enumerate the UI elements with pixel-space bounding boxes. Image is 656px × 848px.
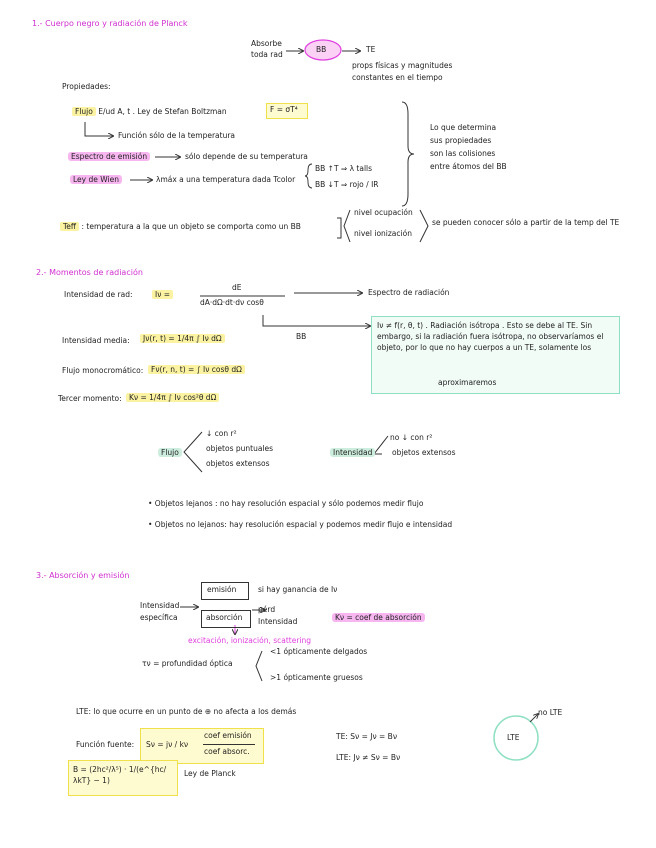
absorcion-box-label: absorción — [206, 613, 243, 622]
emision-box-label: emisión — [207, 585, 237, 594]
teff-label: Teff — [60, 222, 79, 231]
teff-text: : temperatura a la que un objeto se comporta como un BB — [81, 222, 301, 231]
scattering-note: excitación, ionización, scattering — [188, 636, 312, 645]
teff-row — [60, 223, 301, 232]
intensidad-word: Intensidad — [330, 449, 375, 458]
int-media-formula: Jν(r, t) = 1/4π ∫ Iν dΩ — [140, 335, 225, 344]
brace-line-2: sus propiedades — [430, 136, 492, 145]
flujo-branch-2: objetos puntuales — [206, 444, 274, 453]
iv-numerator: dE — [232, 283, 242, 292]
flujo-branch-1: ↓ con r² — [206, 429, 237, 438]
propiedades-label: Propiedades: — [62, 82, 111, 91]
funcion-text: Función sólo de la temperatura — [118, 131, 236, 140]
section-1-title: 1.- Cuerpo negro y radiación de Planck — [32, 19, 188, 28]
abs-right-1: pérd — [258, 605, 276, 614]
bb-label: BB — [316, 45, 327, 54]
kv-definition: Kν = coef de absorción — [332, 614, 425, 623]
brace-line-1: Lo que determina — [430, 123, 497, 132]
flujo-label: Flujo — [72, 107, 96, 116]
flujo-mono-label: Flujo monocromático: — [62, 366, 144, 375]
stefan-formula: F = σT⁴ — [270, 105, 298, 114]
lte-definition: LTE: lo que ocurre en un punto de ⊕ no afecta a los demás — [76, 707, 297, 716]
tau-thick: >1 ópticamente gruesos — [270, 673, 363, 682]
planck-formula: B = (2hc²/λ⁵) · 1/(e^{hc/λkT} − 1) — [73, 765, 167, 786]
int-media-label: Intensidad media: — [62, 336, 130, 345]
te-relation: TE: Sν = Jν = Bν — [336, 732, 398, 741]
flujo-mono-formula: Fν(r, n, t) = ∫ Iν cosθ dΩ — [148, 366, 245, 375]
intensidad-branch-1: no ↓ con r² — [390, 433, 433, 442]
no-lte-note: no LTE — [538, 708, 563, 717]
fuente-fraction-bar — [203, 744, 255, 745]
lte-circle-label: LTE — [507, 733, 520, 742]
brace-line-3: son las colisiones — [430, 149, 496, 158]
iv-symbol: Iν = — [152, 291, 173, 300]
espectro-rad: Espectro de radiación — [368, 288, 450, 297]
teff-option-2: nivel ionización — [354, 229, 412, 238]
planck-label: Ley de Planck — [184, 769, 236, 778]
section-2-title: 2.- Momentos de radiación — [36, 268, 143, 277]
flujo-text: E/ud A, t . Ley de Stefan Boltzman — [98, 107, 227, 116]
isotropy-note: Iν ≠ f(r, θ, t) . Radiación isótropa . Esto se debe al TE. Sin embargo, si la radiación fuera isótropa, no observaríamos el objeto, por lo que no hay cuerpos a un TE, solamente los — [377, 321, 604, 352]
tau-thin: <1 ópticamente delgados — [270, 647, 368, 656]
tercer-formula: Kν = 1/4π ∫ Iν cos²θ dΩ — [126, 394, 219, 403]
espectro-label: Espectro de emisión — [68, 153, 150, 162]
fuente-formula: Sν = jν / kν — [146, 740, 189, 749]
wien-label: Ley de Wien — [70, 176, 122, 185]
bullet-no-lejanos: • Objetos no lejanos: hay resolución espacial y podemos medir flujo e intensidad — [148, 520, 453, 529]
section-3-title: 3.- Absorción y emisión — [36, 571, 130, 580]
tercer-label: Tercer momento: — [58, 394, 122, 403]
bb-mark: BB — [296, 332, 307, 341]
bullet-lejanos: • Objetos lejanos : no hay resolución espacial y sólo podemos medir flujo — [148, 499, 424, 508]
iv-denominator: dA·dΩ·dt·dν cosθ — [200, 298, 264, 307]
bb-left-line-2: toda rad — [251, 50, 283, 59]
abs-right-2: Intensidad — [258, 617, 298, 626]
teff-conclusion: se pueden conocer sólo a partir de la temp del TE — [432, 218, 620, 227]
teff-option-1: nivel ocupación — [354, 208, 413, 217]
tau-definition: τν = profundidad óptica — [142, 659, 233, 668]
wien-cold: BB ↓T ⇒ rojo / IR — [315, 180, 379, 189]
flujo-item — [72, 108, 227, 117]
isotropy-note-last: aproximaremos — [438, 378, 497, 387]
espectro-text: sólo depende de su temperatura — [185, 152, 308, 161]
te-label: TE — [366, 45, 376, 54]
intensidad-label: Intensidad de rad: — [64, 290, 133, 299]
fuente-numerator: coef emisión — [204, 731, 252, 740]
bb-props-line-1: props físicas y magnitudes — [352, 61, 453, 70]
intensidad-branch-2: objetos extensos — [392, 448, 456, 457]
brace-line-4: entre átomos del BB — [430, 162, 507, 171]
emision-note: si hay ganancia de Iν — [258, 585, 338, 594]
flujo-word: Flujo — [158, 449, 182, 458]
lte-relation: LTE: Jν ≠ Sν = Bν — [336, 753, 401, 762]
fuente-denominator: coef absorc. — [204, 747, 250, 756]
int-esp-2: específica — [140, 613, 178, 622]
wien-hot: BB ↑T ⇒ λ talls — [315, 164, 373, 173]
fuente-label: Función fuente: — [76, 740, 135, 749]
wien-text: λmáx a una temperatura dada Tcolor — [156, 175, 296, 184]
flujo-branch-3: objetos extensos — [206, 459, 270, 468]
bb-props-line-2: constantes en el tiempo — [352, 73, 443, 82]
int-esp-1: Intensidad — [140, 601, 180, 610]
bb-left-line-1: Absorbe — [251, 39, 282, 48]
